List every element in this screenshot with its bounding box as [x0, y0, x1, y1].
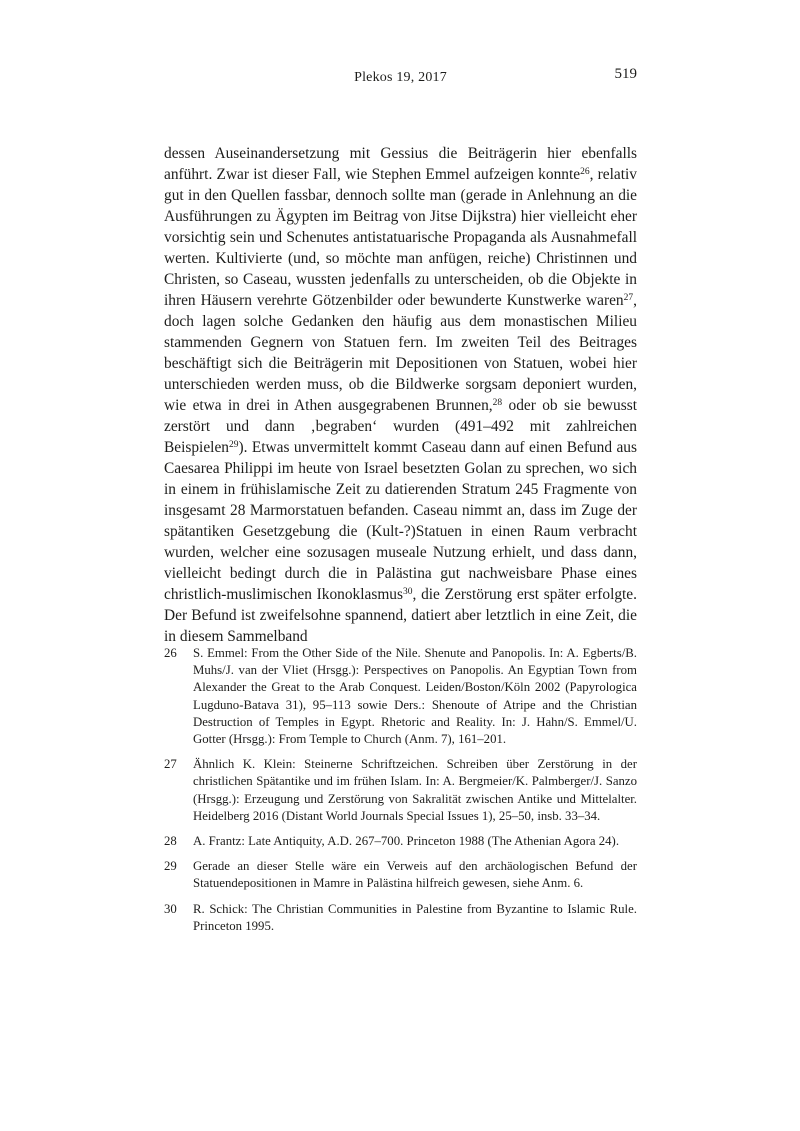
- footnote-30: [164, 901, 637, 935]
- footnote-number: 27: [164, 757, 177, 772]
- footnote-text: R. Schick: The Christian Communities in Palestine from Byzantine to Islamic Rule. Princeton 1995.: [193, 901, 637, 933]
- footnote-text: A. Frantz: Late Antiquity, A.D. 267–700. Princeton 1988 (The Athenian Agora 24).: [193, 834, 620, 849]
- footnote-ref-27: 27: [623, 293, 634, 303]
- footnote-text: Ähnlich K. Klein: Steinerne Schriftzeichen. Schreiben über Zerstörung in der christlichen Spätantike und im frühen Islam. In: A. Bergmeier/K. Palmberger/J. Sanzo (Hrsgg.): Erzeugung und Zerstörung von Sakralität zwischen Antike und Mittelalter. Heidelberg 2016 (Distant World Journals Special Issues 1), 25–50, insb. 33–34.: [193, 757, 637, 823]
- footnote-ref-29: 29: [228, 440, 239, 450]
- footnote-number: 28: [164, 834, 177, 849]
- footnote-number: 26: [164, 646, 177, 660]
- footnote-ref-26: 26: [580, 167, 590, 177]
- footnote-29: [164, 858, 637, 892]
- footnote-27: [164, 756, 637, 825]
- footnote-26: [164, 645, 637, 748]
- footnote-number: 30: [164, 901, 177, 916]
- body-text: dessen Auseinandersetzung mit Gessius die Beiträgerin hier ebenfalls anführt. Zwar ist dieser Fall, wie Stephen Emmel aufzeigen konnte$^{26}$, relativ gut in den Quellen fassbar, dennoch sollte man (gerade in Anlehnung an die Ausführungen zu Ägypten im Beitrag von Jitse Dijkstra) hier vielleicht eher vorsichtig sein und Schenutes antistatuarische Propaganda als Ausnahmefall werten. Kultivierte (und, so möchte man anfügen, reiche) Christinnen und Christen, so Caseau, wussten jedenfalls zu unterscheiden, ob die Objekte in ihren Häusern verehrte Götzenbilder oder bewunderte Kunstwerke waren$^{27}$, doch lagen solche Gedanken den häufig aus dem monastischen Milieu stammenden Gegnern von Statuen fern. Im zweiten Teil des Beitrages beschäftigt sich die Beiträgerin mit Depositionen von Statuen, wobei hier unterschieden werden muss, ob die Bildwerke sorgsam deponiert wurden, wie etwa in drei in Athen ausgegrabenen Brunnen,$^{28}$ oder ob sie bewusst zerstört und dann ‚begraben‘ wurden (491–492 mit zahlreichen Beispielen$^{29}$). Etwas unvermittelt kommt Caseau dann auf einen Befund aus Caesarea Philippi im heute von Israel besetzten Golan zu sprechen, wo sich in einem in frühislamische Zeit zu datierenden Stratum 245 Fragmente von insgesamt 28 Marmorstatuen befanden. Caseau nimmt an, dass im Zuge der spätantiken Gesetzgebung die (Kult-?)Statuen in einen Raum verbracht wurden, welcher eine sozusagen museale Nutzung erhielt, und dass dann, vielleicht bedingt durch die in Palästina gut nachweisbare Phase eines christlich-muslimischen Ikonoklasmus$^{30}$, die Zerstörung erst später erfolgte. Der Befund ist zweifelsohne spannend, datiert aber letztlich in eine Zeit, die in diesem Sammelband: [164, 145, 637, 645]
- footnote-number: 29: [164, 859, 177, 874]
- footnote-text: Gerade an dieser Stelle wäre ein Verweis auf den archäologischen Befund der Statuendepositionen in Mamre in Palästina hilfreich gewesen, siehe Anm. 6.: [193, 859, 637, 891]
- page-header: [164, 66, 637, 90]
- footnote-ref-28: 28: [492, 398, 503, 408]
- journal-title: Plekos 19, 2017: [354, 70, 447, 85]
- page-number: 519: [614, 66, 637, 82]
- footnotes-section: [164, 645, 637, 943]
- footnote-ref-30: 30: [402, 587, 413, 597]
- footnote-text: S. Emmel: From the Other Side of the Nile. Shenute and Panopolis. In: A. Egberts/B. Muhs/J. van der Vliet (Hrsgg.): Perspectives on Panopolis. An Egyptian Town from Alexander the Great to the Arab Conquest. Leiden/Boston/Köln 2002 (Papyrologica Lugduno-Batava 31), 95–113 sowie Ders.: Shenoute of Atripe and the Christian Destruction of Temples in Egypt. Rhetoric and Reality. In: J. Hahn/S. Emmel/U. Gotter (Hrsgg.): From Temple to Church (Anm. 7), 161–201.: [193, 646, 637, 747]
- footnote-28: [164, 833, 637, 850]
